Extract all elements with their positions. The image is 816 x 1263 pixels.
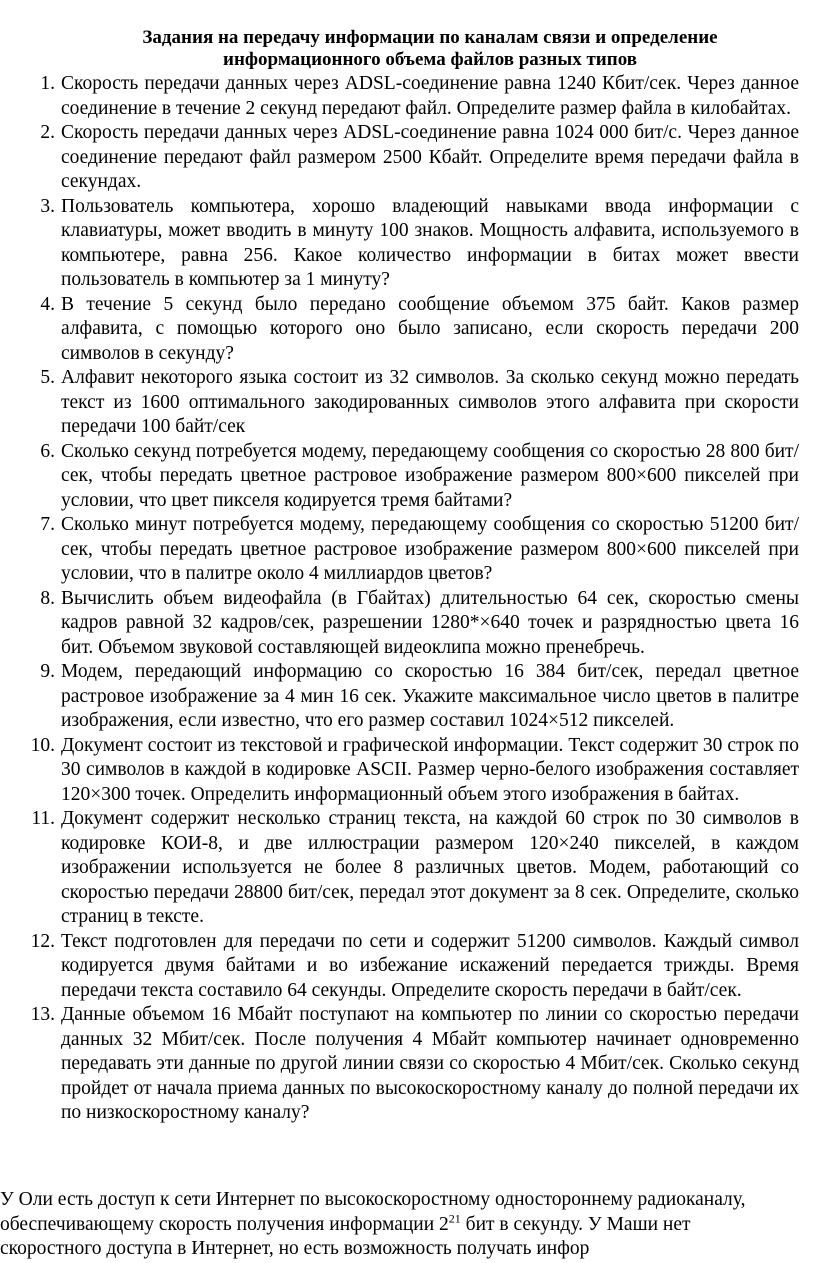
task-item [0,72,816,121]
task-item [0,660,816,734]
task-number: 6. [40,440,55,462]
closing-line-2-start: обеспечивающему скорость получения информации 2 [0,1213,449,1235]
closing-line-2-end: бит в секунду. У Маши нет [460,1213,691,1235]
task-item [0,734,816,808]
task-text: Скорость передачи данных через ADSL-соединение равна 1240 Кбит/сек. Через данное соединение в течение 2 секунд передают файл. Определите размер файла в килобайтах. [61,73,799,119]
task-text: Алфавит некоторого языка состоит из 32 символов. За сколько секунд можно передать текст из 1600 оптимального закодированных символов этого алфавита при скорости передачи 100 байт/сек [61,367,799,437]
task-text: Документ состоит из текстовой и графической информации. Текст содержит 30 строк по 30 символов в каждой в кодировке ASCII. Размер черно-белого изображения составляет 120×300 точек. Определить информационный объем этого изображения в байтах. [61,734,799,805]
closing-line-1: У Оли есть доступ к сети Интернет по высокоскоростному одностороннему радиоканалу, [0,1189,746,1210]
closing-line-3: скоростного доступа в Интернет, но есть возможность получать инфор [0,1238,590,1259]
title-line-2: информационного объема файлов разных типов [223,49,637,70]
task-number: 4. [40,293,55,315]
task-number: 10. [30,734,55,756]
task-item [0,440,816,514]
task-text: Вычислить объем видеофайла (в Гбайтах) длительностью 64 сек, скоростью смены кадров равной 32 кадров/сек, разрешении 1280*×640 точек и разрядностью цвета 16 бит. Объемом звуковой составляющей видеоклипа можно пренебречь. [61,587,799,658]
closing-paragraph [0,1188,800,1262]
task-item [0,587,816,661]
task-text: Скорость передачи данных через ADSL-соединение равна 1024 000 бит/с. Через данное соединение передают файл размером 2500 Кбайт. Определите время передачи файла в секундах. [61,122,799,192]
task-item [0,513,816,587]
task-text: Сколько секунд потребуется модему, передающему сообщения со скоростью 28 800 бит/сек, чтобы передать цветное растровое изображение размером 800×600 пикселей при условии, что цвет пикселя кодируется тремя байтами? [61,440,799,511]
task-number: 7. [40,514,55,535]
task-text: В течение 5 секунд было передано сообщение объемом 375 байт. Каков размер алфавита, с помощью которого оно было записано, если скорость передачи 200 символов в секунду? [61,293,799,364]
task-item [0,1003,816,1126]
task-text: Текст подготовлен для передачи по сети и содержит 51200 символов. Каждый символ кодируется двумя байтами и во избежание искажений передается трижды. Время передачи текста составило 64 секунды. Определите скорость передачи в байт/сек. [61,930,799,1001]
task-number: 2. [40,122,55,143]
task-item [0,293,816,367]
task-text: Сколько минут потребуется модему, передающему сообщения со скоростью 51200 бит/сек, чтобы передать цветное растровое изображение размером 800×600 пикселей при условии, что в палитре около 4 миллиардов цветов? [61,514,799,584]
closing-line-2 [0,1213,800,1238]
exponent: 21 [448,1211,461,1225]
task-number: 13. [30,1004,55,1025]
task-item [0,121,816,195]
task-list [0,72,816,1126]
task-item [0,366,816,440]
task-text: Данные объемом 16 Мбайт поступают на компьютер по линии со скоростью передачи данных 32 Мбит/сек. После получения 4 Мбайт компьютер начинает одновременно передавать эти данные по другой линии связи со скоростью 4 Мбит/сек. Сколько секунд пройдет от начала приема данных по высокоскоростному каналу до полной передачи их по низкоскоростному каналу? [61,1004,799,1123]
task-text: Пользователь компьютера, хорошо владеющий навыками ввода информации с клавиатуры, может вводить в минуту 100 знаков. Мощность алфавита, используемого в компьютере, равна 256. Какое количество информации в битах может ввести пользователь в компьютер за 1 минуту? [61,195,799,290]
task-number: 5. [40,367,55,388]
task-number: 9. [40,661,55,682]
task-number: 12. [30,930,55,952]
task-text: Модем, передающий информацию со скоростью 16 384 бит/сек, передал цветное растровое изображение за 4 мин 16 сек. Укажите максимальное число цветов в палитре изображения, если известно, что его размер составил 1024×512 пикселей. [61,661,799,731]
task-text: Документ содержит несколько страниц текста, на каждой 60 строк по 30 символов в кодировке КОИ-8, и две иллюстрации размером 120×240 пикселей, в каждом изображении используется не более 8 различных цветов. Модем, работающий со скоростью передачи 28800 бит/сек, передал этот документ за 8 сек. Определите, сколько страниц в тексте. [61,808,799,927]
title-line-1: Задания на передачу информации по каналам связи и определение [142,27,718,48]
task-number: 11. [31,808,55,829]
task-item [0,195,816,293]
task-number: 1. [40,73,55,94]
task-number: 8. [40,587,55,609]
task-item [0,930,816,1004]
task-item [0,807,816,930]
document-title [60,27,800,71]
task-number: 3. [40,195,55,217]
